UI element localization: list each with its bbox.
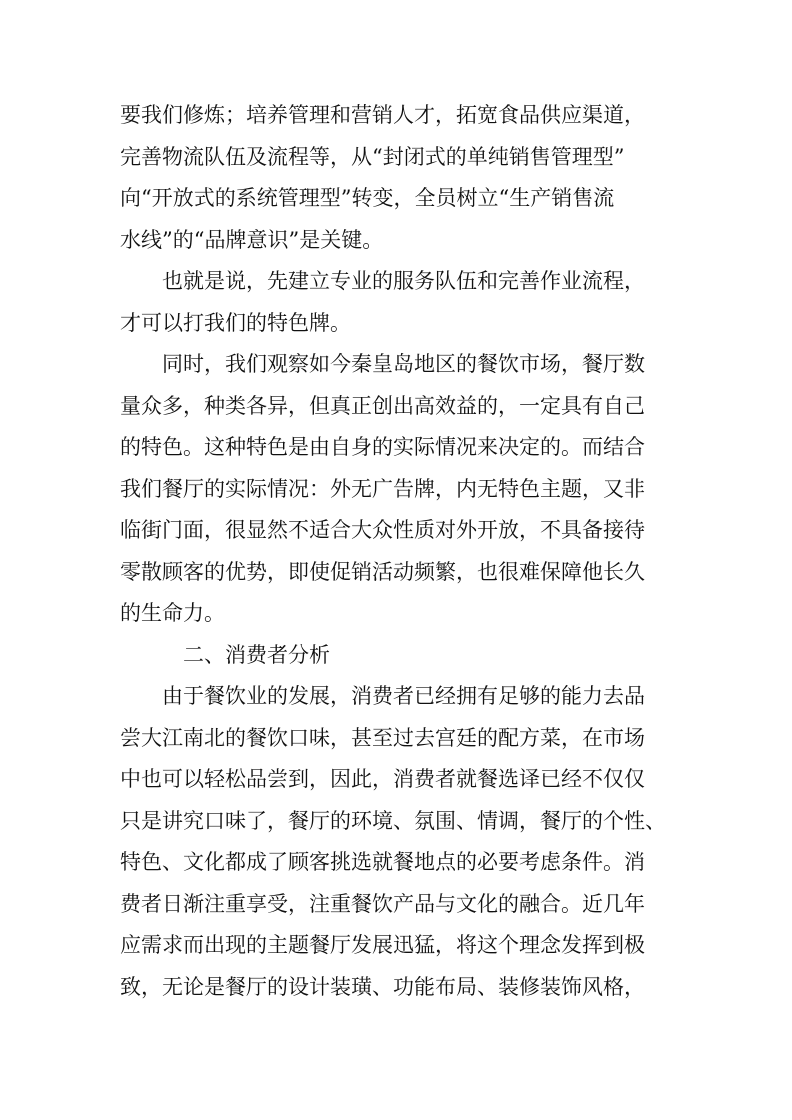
text-line: 中也可以轻松品尝到，因此，消费者就餐选译已经不仅仅 [120, 767, 645, 791]
paragraph-start-line: 由于餐饮业的发展，消费者已经拥有足够的能力去品 [162, 684, 645, 708]
text-line: 完善物流队伍及流程等，从“封闭式的单纯销售管理型” [120, 144, 625, 169]
text-line: 零散顾客的优势，即使促销活动频繁，也很难保障他长久 [120, 559, 645, 584]
text-line: 量众多，种类各异，但真正创出高效益的，一定具有自己 [120, 393, 645, 418]
text-line: 才可以打我们的特色牌。 [120, 310, 351, 335]
paragraph-start-line: 也就是说，先建立专业的服务队伍和完善作业流程， [162, 269, 645, 293]
text-line: 向“开放式的系统管理型”转变，全员树立“生产销售流 [120, 186, 615, 210]
paragraph-start-line: 同时，我们观察如今秦皇岛地区的餐饮市场，餐厅数 [162, 352, 645, 376]
text-line: 费者日渐注重享受，注重餐饮产品与文化的融合。近几年 [120, 891, 645, 916]
text-line: 要我们修炼；培养管理和营销人才，拓宽食品供应渠道， [120, 103, 645, 127]
body-text [120, 95, 680, 1008]
text-line: 应需求而出现的主题餐厅发展迅猛，将这个理念发挥到极 [120, 933, 645, 957]
text-line: 的生命力。 [120, 601, 225, 625]
text-line: 水线”的“品牌意识”是关键。 [120, 227, 384, 252]
text-line: 特色、文化都成了顾客挑选就餐地点的必要考虑条件。消 [120, 850, 645, 874]
text-line: 我们餐厅的实际情况：外无广告牌，内无特色主题，又非 [120, 476, 645, 501]
text-line: 尝大江南北的餐饮口味，甚至过去宫廷的配方菜，在市场 [120, 725, 645, 750]
text-line: 致，无论是餐厅的设计装璜、功能布局、装修装饰风格， [120, 974, 645, 999]
text-line: 的特色。这种特色是由自身的实际情况来决定的。而结合 [120, 435, 645, 459]
text-line: 只是讲究口味了，餐厅的环境、氛围、情调，餐厅的个性、 [120, 808, 666, 833]
section-heading: 二、消费者分析 [183, 642, 330, 667]
text-line: 临街门面，很显然不适合大众性质对外开放，不具备接待 [120, 518, 645, 542]
